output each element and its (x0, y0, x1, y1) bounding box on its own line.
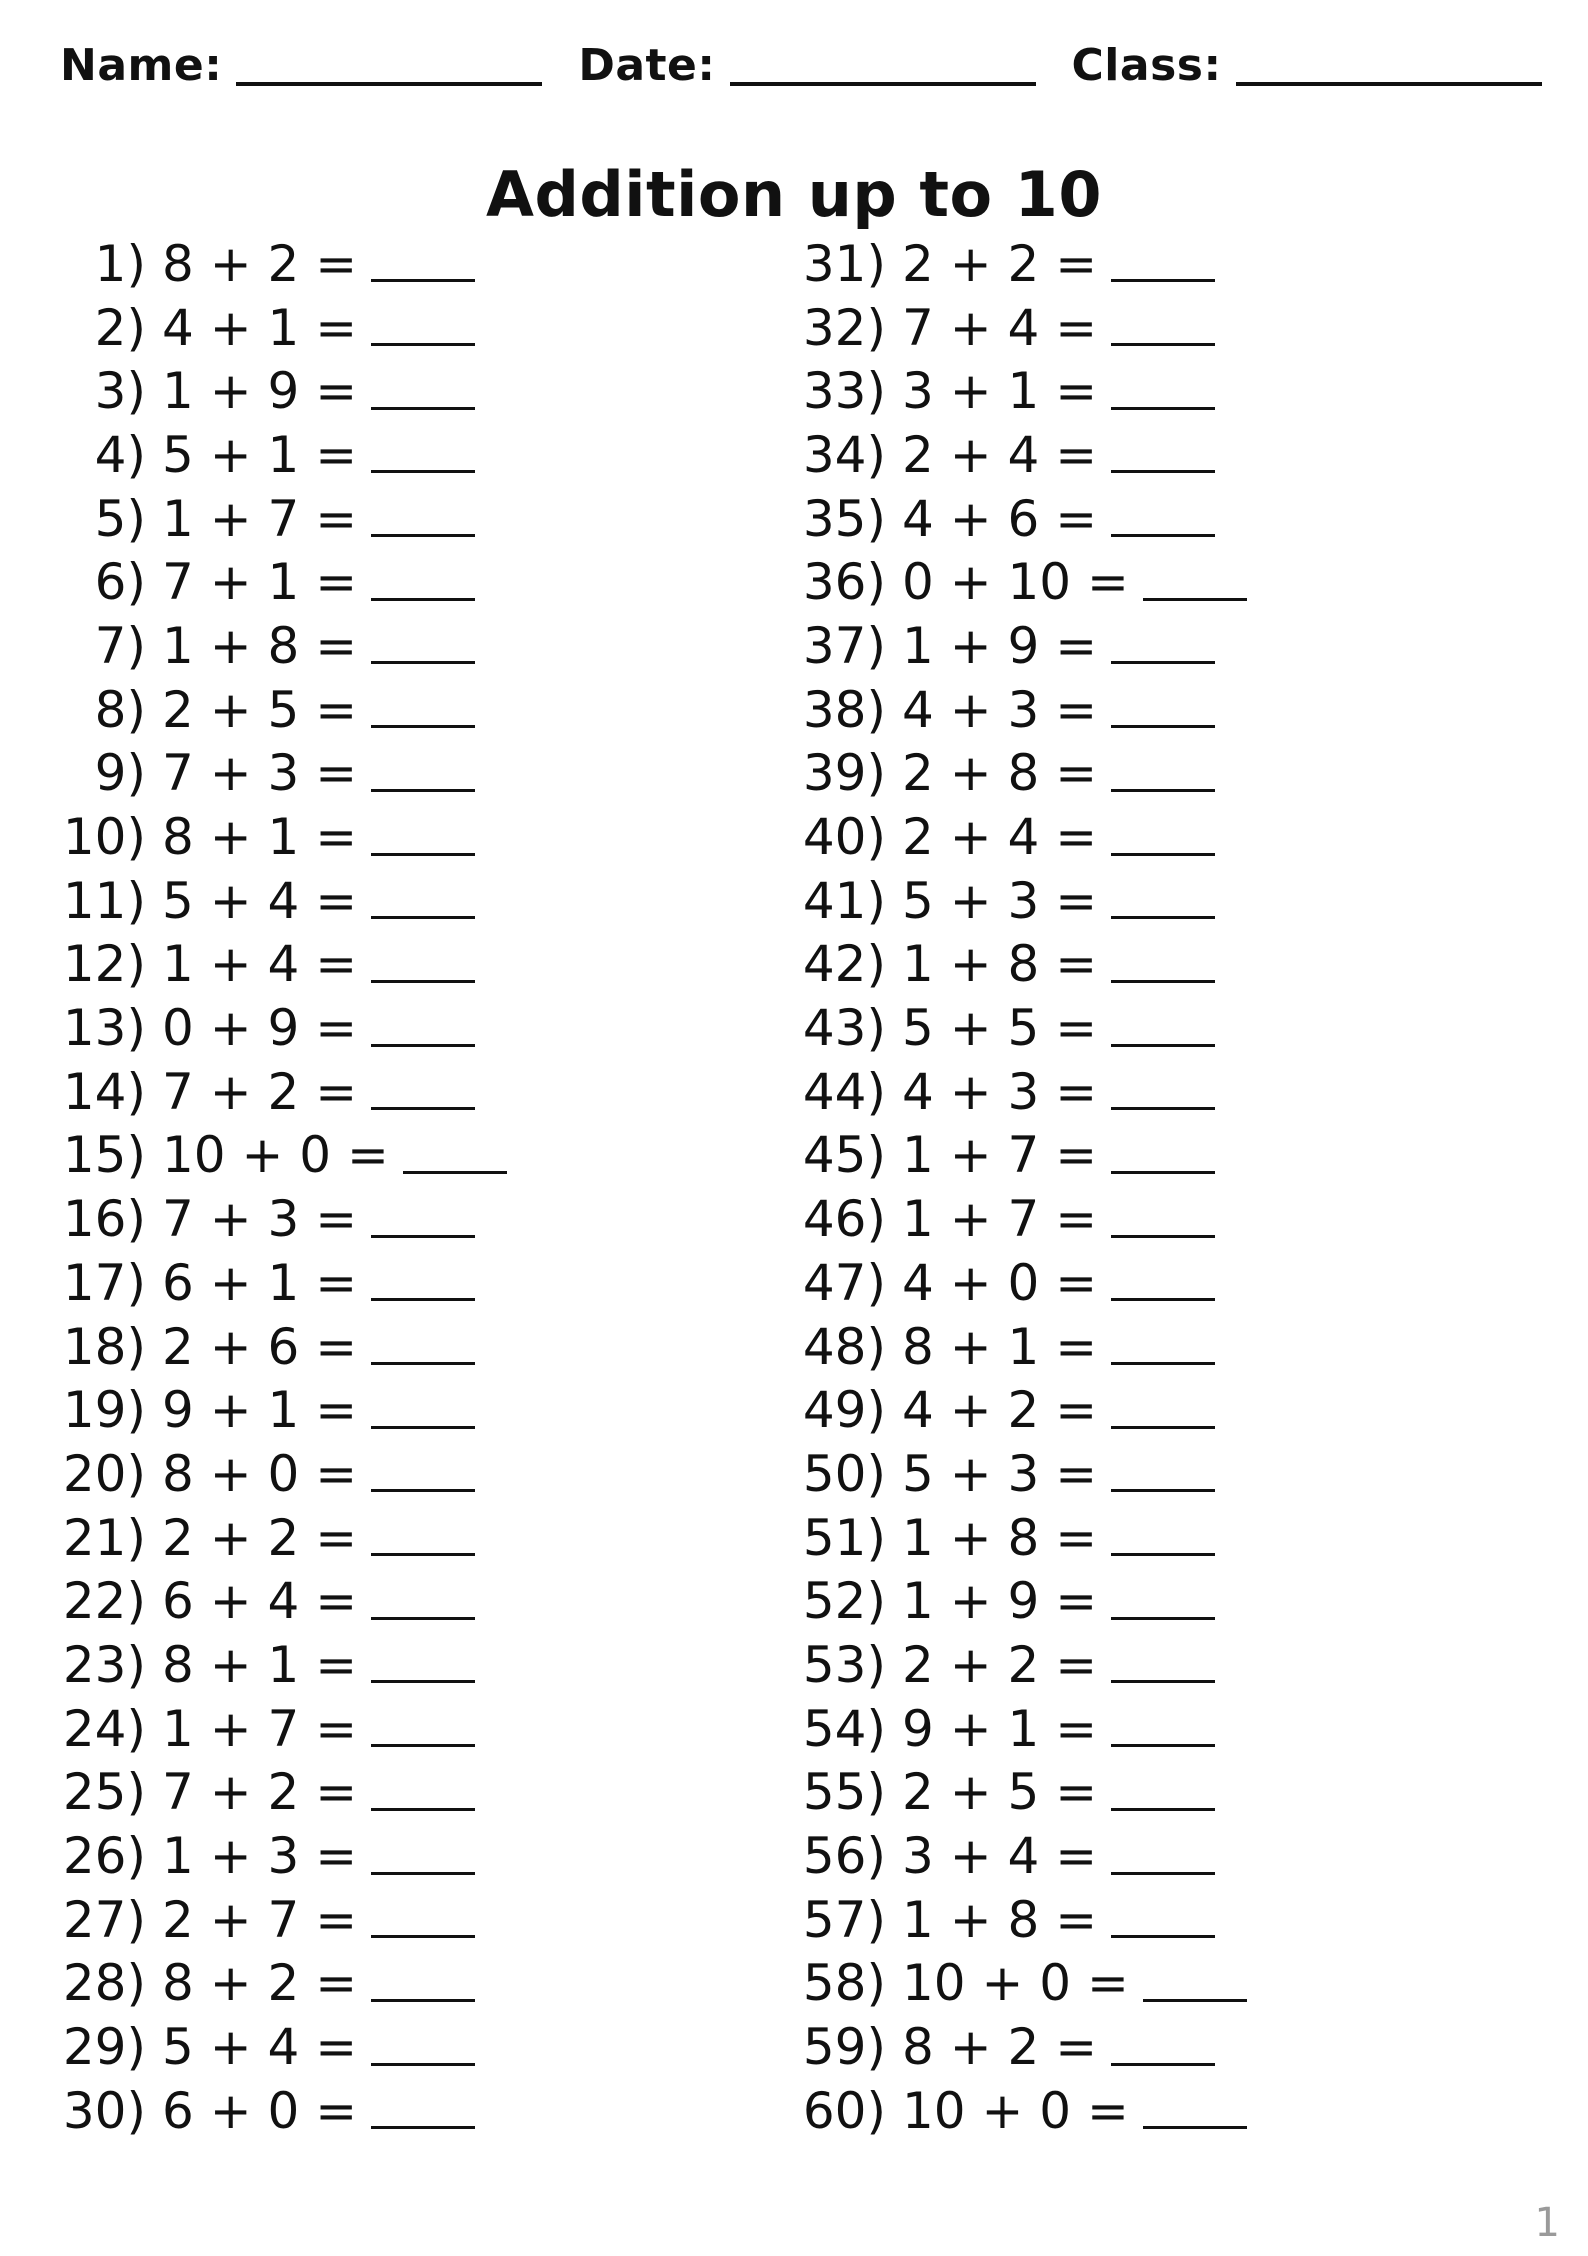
problem-item (62, 1378, 507, 1442)
answer-blank[interactable] (1111, 1838, 1215, 1875)
answer-blank[interactable] (1111, 1328, 1215, 1365)
answer-blank[interactable] (371, 1392, 475, 1429)
problem-expression: 2 + 5 = (902, 1763, 1098, 1822)
date-field (578, 40, 1035, 91)
problem-expression: 8 + 1 = (162, 808, 358, 867)
problem-expression: 2 + 8 = (902, 744, 1098, 803)
problem-expression: 7 + 2 = (162, 1763, 358, 1822)
problem-number: 50) (802, 1444, 886, 1503)
problem-number: 55) (802, 1763, 886, 1822)
answer-blank[interactable] (371, 755, 475, 792)
answer-blank[interactable] (1111, 1010, 1215, 1047)
problem-expression: 8 + 2 = (902, 2018, 1098, 2077)
problem-expression: 4 + 3 = (902, 680, 1098, 739)
problem-item (62, 296, 507, 360)
problem-item (802, 1378, 1247, 1442)
problem-expression: 10 + 0 = (162, 1126, 389, 1185)
problem-item (802, 742, 1247, 806)
problem-number: 11) (62, 871, 146, 930)
problem-number: 46) (802, 1190, 886, 1249)
problem-number: 38) (802, 680, 886, 739)
problem-number: 20) (62, 1444, 146, 1503)
problem-number: 12) (62, 935, 146, 994)
problem-number: 5) (94, 489, 146, 548)
problem-expression: 3 + 1 = (902, 362, 1098, 421)
problem-number: 52) (802, 1572, 886, 1631)
name-label: Name: (60, 40, 223, 91)
problem-expression: 8 + 2 = (162, 1954, 358, 2013)
problem-expression: 8 + 2 = (162, 234, 358, 293)
answer-blank[interactable] (371, 946, 475, 983)
problem-item (802, 1824, 1247, 1888)
problem-item (62, 1952, 507, 2016)
answer-blank[interactable] (1111, 2029, 1215, 2066)
problem-number: 22) (62, 1572, 146, 1631)
problem-expression: 1 + 3 = (162, 1827, 358, 1886)
date-label: Date: (578, 40, 716, 91)
problem-item (62, 805, 507, 869)
problem-expression: 4 + 0 = (902, 1253, 1098, 1312)
answer-blank[interactable] (371, 1838, 475, 1875)
problem-expression: 4 + 6 = (902, 489, 1098, 548)
answer-blank[interactable] (1111, 819, 1215, 856)
problem-expression: 10 + 0 = (902, 1954, 1129, 2013)
problem-expression: 2 + 2 = (902, 234, 1098, 293)
answer-blank[interactable] (371, 436, 475, 473)
problem-expression: 7 + 3 = (162, 744, 358, 803)
problem-item (62, 2079, 507, 2143)
name-blank-line (236, 72, 542, 86)
problem-expression: 4 + 3 = (902, 1062, 1098, 1121)
answer-blank[interactable] (1111, 436, 1215, 473)
answer-blank[interactable] (371, 1710, 475, 1747)
problem-number: 17) (62, 1253, 146, 1312)
problem-item (802, 1633, 1247, 1697)
problem-item (62, 869, 507, 933)
answer-blank[interactable] (1111, 373, 1215, 410)
problem-item (62, 996, 507, 1060)
answer-blank[interactable] (1111, 691, 1215, 728)
answer-blank[interactable] (1143, 2092, 1247, 2129)
problem-item (802, 2015, 1247, 2079)
problem-item (62, 1442, 507, 1506)
answer-blank[interactable] (371, 1646, 475, 1683)
problem-number: 34) (802, 425, 886, 484)
answer-blank[interactable] (371, 1965, 475, 2002)
problem-expression: 1 + 9 = (902, 616, 1098, 675)
answer-blank[interactable] (371, 691, 475, 728)
problem-number: 37) (802, 616, 886, 675)
problem-number: 23) (62, 1635, 146, 1694)
problem-number: 39) (802, 744, 886, 803)
problem-item (802, 1888, 1247, 1952)
problem-item (62, 1888, 507, 1952)
problem-number: 16) (62, 1190, 146, 1249)
problem-expression: 7 + 2 = (162, 1062, 358, 1121)
problem-item (62, 1761, 507, 1825)
problem-expression: 8 + 1 = (162, 1635, 358, 1694)
problem-number: 40) (802, 808, 886, 867)
answer-blank[interactable] (371, 1519, 475, 1556)
answer-blank[interactable] (371, 1073, 475, 1110)
problem-item (802, 1569, 1247, 1633)
worksheet-header (60, 28, 1520, 91)
problem-expression: 5 + 1 = (162, 425, 358, 484)
problem-number: 2) (94, 298, 146, 357)
answer-blank[interactable] (1111, 882, 1215, 919)
problem-number: 26) (62, 1827, 146, 1886)
answer-blank[interactable] (371, 1328, 475, 1365)
problem-number: 15) (62, 1126, 146, 1185)
problem-expression: 1 + 8 = (902, 1890, 1098, 1949)
problem-expression: 2 + 7 = (162, 1890, 358, 1949)
answer-blank[interactable] (371, 500, 475, 537)
problem-expression: 1 + 4 = (162, 935, 358, 994)
problem-item (802, 1761, 1247, 1825)
problem-item (802, 1124, 1247, 1188)
answer-blank[interactable] (1111, 1583, 1215, 1620)
problem-number: 4) (94, 425, 146, 484)
problem-item (802, 1952, 1247, 2016)
problem-number: 27) (62, 1890, 146, 1949)
answer-blank[interactable] (1111, 500, 1215, 537)
problem-expression: 5 + 5 = (902, 999, 1098, 1058)
problem-item (802, 1187, 1247, 1251)
problem-expression: 1 + 9 = (902, 1572, 1098, 1631)
problem-item (62, 1315, 507, 1379)
problem-number: 53) (802, 1635, 886, 1694)
problem-expression: 1 + 8 = (902, 935, 1098, 994)
problem-expression: 9 + 1 = (162, 1381, 358, 1440)
problem-item (62, 423, 507, 487)
problem-number: 10) (62, 808, 146, 867)
problem-item (802, 1060, 1247, 1124)
problem-expression: 7 + 3 = (162, 1190, 358, 1249)
problem-item (802, 232, 1247, 296)
problem-expression: 8 + 0 = (162, 1444, 358, 1503)
problem-item (62, 2015, 507, 2079)
problem-item (62, 1697, 507, 1761)
problem-item (802, 1506, 1247, 1570)
problem-number: 25) (62, 1763, 146, 1822)
answer-blank[interactable] (371, 2092, 475, 2129)
problem-number: 42) (802, 935, 886, 994)
problem-number: 32) (802, 298, 886, 357)
problem-expression: 0 + 10 = (902, 553, 1129, 612)
problem-number: 59) (802, 2018, 886, 2077)
problem-number: 21) (62, 1508, 146, 1567)
answer-blank[interactable] (371, 564, 475, 601)
problem-item (802, 678, 1247, 742)
problem-column-left (62, 232, 507, 2143)
problem-expression: 4 + 2 = (902, 1381, 1098, 1440)
problem-expression: 7 + 4 = (902, 298, 1098, 357)
answer-blank[interactable] (371, 245, 475, 282)
problem-expression: 1 + 8 = (902, 1508, 1098, 1567)
problem-item (62, 1251, 507, 1315)
problem-number: 41) (802, 871, 886, 930)
problem-item (62, 1633, 507, 1697)
problem-number: 36) (802, 553, 886, 612)
problem-item (62, 1569, 507, 1633)
answer-blank[interactable] (371, 1264, 475, 1301)
problem-item (62, 1187, 507, 1251)
problem-number: 56) (802, 1827, 886, 1886)
problem-item (802, 614, 1247, 678)
answer-blank[interactable] (1111, 1901, 1215, 1938)
problem-expression: 5 + 4 = (162, 2018, 358, 2077)
problem-number: 44) (802, 1062, 886, 1121)
problem-number: 29) (62, 2018, 146, 2077)
answer-blank[interactable] (1111, 755, 1215, 792)
problem-number: 31) (802, 234, 886, 293)
problem-number: 43) (802, 999, 886, 1058)
problem-column-right (802, 232, 1247, 2143)
answer-blank[interactable] (371, 309, 475, 346)
date-blank-line (730, 72, 1036, 86)
problem-expression: 1 + 7 = (902, 1190, 1098, 1249)
answer-blank[interactable] (1111, 1455, 1215, 1492)
problem-item (802, 869, 1247, 933)
problem-expression: 2 + 4 = (902, 425, 1098, 484)
problem-number: 8) (94, 680, 146, 739)
problem-expression: 2 + 2 = (902, 1635, 1098, 1694)
problem-item (62, 1506, 507, 1570)
problem-item (802, 996, 1247, 1060)
problem-expression: 1 + 8 = (162, 616, 358, 675)
answer-blank[interactable] (371, 1774, 475, 1811)
name-field (60, 40, 542, 91)
problem-number: 9) (94, 744, 146, 803)
problem-number: 19) (62, 1381, 146, 1440)
answer-blank[interactable] (1111, 627, 1215, 664)
answer-blank[interactable] (371, 373, 475, 410)
problem-number: 51) (802, 1508, 886, 1567)
answer-blank[interactable] (371, 882, 475, 919)
answer-blank[interactable] (371, 1455, 475, 1492)
problem-expression: 2 + 6 = (162, 1317, 358, 1376)
problem-expression: 9 + 1 = (902, 1699, 1098, 1758)
problem-item (802, 933, 1247, 997)
problem-item (62, 933, 507, 997)
problem-expression: 7 + 1 = (162, 553, 358, 612)
problem-item (802, 2079, 1247, 2143)
problem-item (62, 359, 507, 423)
problem-number: 3) (94, 362, 146, 421)
answer-blank[interactable] (371, 1583, 475, 1620)
problem-expression: 1 + 7 = (162, 1699, 358, 1758)
answer-blank[interactable] (1111, 1137, 1215, 1174)
problem-item (62, 1060, 507, 1124)
problem-item (802, 1251, 1247, 1315)
problem-number: 48) (802, 1317, 886, 1376)
problem-number: 49) (802, 1381, 886, 1440)
problem-item (62, 678, 507, 742)
problem-item (802, 1315, 1247, 1379)
problem-expression: 8 + 1 = (902, 1317, 1098, 1376)
problem-expression: 10 + 0 = (902, 2081, 1129, 2140)
problem-number: 35) (802, 489, 886, 548)
answer-blank[interactable] (371, 819, 475, 856)
answer-blank[interactable] (1111, 1519, 1215, 1556)
answer-blank[interactable] (1111, 1264, 1215, 1301)
class-blank-line (1236, 72, 1542, 86)
problem-number: 24) (62, 1699, 146, 1758)
answer-blank[interactable] (371, 627, 475, 664)
problem-number: 45) (802, 1126, 886, 1185)
answer-blank[interactable] (371, 1901, 475, 1938)
problem-item (802, 550, 1247, 614)
problem-item (802, 487, 1247, 551)
problem-number: 58) (802, 1954, 886, 2013)
page-number: 1 (1534, 2200, 1560, 2246)
problem-number: 18) (62, 1317, 146, 1376)
problem-item (802, 805, 1247, 869)
problem-item (802, 423, 1247, 487)
answer-blank[interactable] (1143, 1965, 1247, 2002)
problem-number: 57) (802, 1890, 886, 1949)
problem-number: 30) (62, 2081, 146, 2140)
problem-item (62, 550, 507, 614)
problem-number: 6) (94, 553, 146, 612)
problem-expression: 2 + 5 = (162, 680, 358, 739)
problem-item (62, 232, 507, 296)
problem-number: 14) (62, 1062, 146, 1121)
problem-expression: 1 + 7 = (902, 1126, 1098, 1185)
answer-blank[interactable] (1111, 309, 1215, 346)
answer-blank[interactable] (1111, 1646, 1215, 1683)
problem-number: 28) (62, 1954, 146, 2013)
problem-number: 13) (62, 999, 146, 1058)
problem-expression: 6 + 1 = (162, 1253, 358, 1312)
problem-item (802, 1442, 1247, 1506)
answer-blank[interactable] (1111, 1201, 1215, 1238)
answer-blank[interactable] (371, 2029, 475, 2066)
answer-blank[interactable] (1111, 245, 1215, 282)
problem-number: 1) (94, 234, 146, 293)
problem-item (802, 359, 1247, 423)
problem-number: 54) (802, 1699, 886, 1758)
problem-expression: 2 + 2 = (162, 1508, 358, 1567)
problem-expression: 4 + 1 = (162, 298, 358, 357)
problem-item (62, 614, 507, 678)
answer-blank[interactable] (403, 1137, 507, 1174)
class-field (1071, 40, 1542, 91)
problem-number: 33) (802, 362, 886, 421)
answer-blank[interactable] (1111, 1073, 1215, 1110)
problem-number: 60) (802, 2081, 886, 2140)
answer-blank[interactable] (371, 1010, 475, 1047)
problem-expression: 6 + 0 = (162, 2081, 358, 2140)
problem-item (62, 742, 507, 806)
problem-expression: 1 + 7 = (162, 489, 358, 548)
problem-number: 47) (802, 1253, 886, 1312)
answer-blank[interactable] (1111, 1710, 1215, 1747)
problem-expression: 5 + 3 = (902, 871, 1098, 930)
problem-expression: 5 + 3 = (902, 1444, 1098, 1503)
problem-item (802, 1697, 1247, 1761)
problem-item (62, 487, 507, 551)
worksheet-title: Addition up to 10 (486, 157, 1102, 231)
answer-blank[interactable] (1143, 564, 1247, 601)
problem-expression: 2 + 4 = (902, 808, 1098, 867)
problem-expression: 5 + 4 = (162, 871, 358, 930)
answer-blank[interactable] (1111, 1774, 1215, 1811)
problem-expression: 6 + 4 = (162, 1572, 358, 1631)
problem-expression: 1 + 9 = (162, 362, 358, 421)
class-label: Class: (1071, 40, 1222, 91)
problem-item (802, 296, 1247, 360)
problem-item (62, 1124, 507, 1188)
problem-expression: 3 + 4 = (902, 1827, 1098, 1886)
problem-item (62, 1824, 507, 1888)
answer-blank[interactable] (371, 1201, 475, 1238)
problem-number: 7) (94, 616, 146, 675)
problem-expression: 0 + 9 = (162, 999, 358, 1058)
answer-blank[interactable] (1111, 1392, 1215, 1429)
answer-blank[interactable] (1111, 946, 1215, 983)
